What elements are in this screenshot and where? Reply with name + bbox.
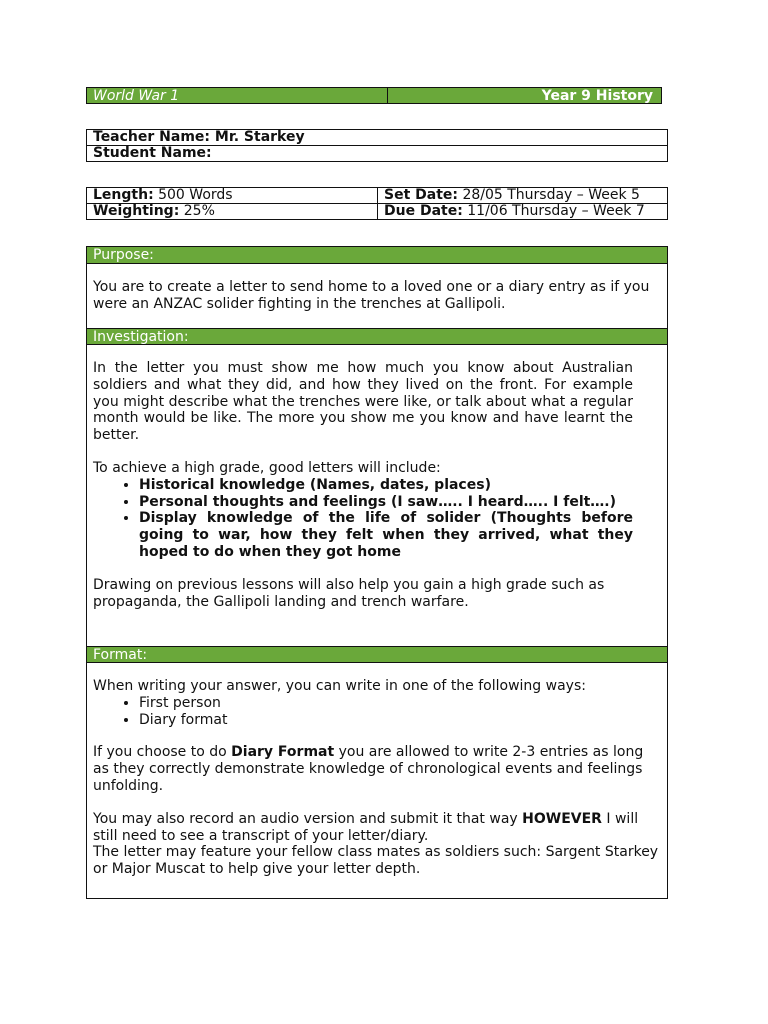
diary-format-text: [93, 744, 661, 794]
classmates-text: The letter may feature your fellow class mates as soldiers such: Sargent Starkey or Major Muscat to help give your letter depth.: [93, 844, 659, 878]
due-date-label: Due Date:: [384, 203, 463, 219]
however-emphasis: HOWEVER: [522, 810, 602, 827]
diary-text-start: If you choose to do: [93, 744, 232, 761]
audio-text-end: I will still need to see a transcript of your letter/diary.: [93, 810, 639, 844]
length-cell: [87, 188, 378, 204]
list-item: • Historical knowledge (Names, dates, places): [139, 477, 633, 494]
set-date-cell: [378, 188, 668, 204]
audio-text-start: You may also record an audio version and submit it that way: [93, 810, 523, 827]
grade-list: [93, 477, 633, 561]
length-label: Length:: [93, 187, 154, 203]
due-date-value: 11/06 Thursday – Week 7: [462, 203, 645, 219]
purpose-heading: Purpose:: [87, 247, 667, 264]
investigation-heading: Investigation:: [87, 328, 667, 345]
list-item: • Personal thoughts and feelings (I saw….. I heard….. I felt….): [139, 494, 633, 511]
teacher-table: [86, 129, 668, 162]
set-date-label: Set Date:: [384, 187, 458, 203]
purpose-text: You are to create a letter to send home to a loved one or a diary entry as if you were an ANZAC solider fighting in the trenches at Gallipoli.: [93, 279, 650, 312]
topic-label: World War 1: [87, 88, 388, 103]
investigation-para: In the letter you must show me how much you know about Australian soldiers and what they did, and how they lived on the front. For example you might describe what the trenches were like, or talk about what a regular month would be like. The more you show me you know and have learnt the better.: [93, 360, 633, 444]
purpose-section: [87, 264, 667, 328]
student-name: Student Name:: [87, 146, 668, 162]
details-table: [86, 187, 668, 220]
set-date-value: 28/05 Thursday – Week 5: [458, 187, 640, 203]
list-item: • First person: [139, 695, 661, 712]
format-heading: Format:: [87, 646, 667, 663]
diary-format-emphasis: Diary Format: [231, 744, 335, 761]
format-list: [93, 695, 661, 729]
format-section: [87, 663, 667, 878]
audio-version-text: [93, 811, 661, 845]
format-intro: When writing your answer, you can write in one of the following ways:: [93, 678, 586, 694]
list-item: • Display knowledge of the life of solider (Thoughts before going to war, how they felt when they arrived, what they hoped to do when they got home: [139, 510, 633, 560]
header-bar: [86, 87, 662, 104]
weighting-value: 25%: [179, 203, 215, 219]
task-box: [86, 246, 668, 899]
investigation-section: [87, 345, 667, 646]
due-date-cell: [378, 204, 668, 220]
previous-lessons-text: Drawing on previous lessons will also help you gain a high grade such as propaganda, the Gallipoli landing and trench warfare.: [93, 576, 605, 610]
teacher-name: Teacher Name: Mr. Starkey: [87, 130, 668, 146]
grade-intro: To achieve a high grade, good letters will include:: [93, 459, 441, 476]
weighting-cell: [87, 204, 378, 220]
diary-text-end: you are allowed to write 2-3 entries as long as they correctly demonstrate knowledge of chronological events and feelings unfolding.: [93, 744, 644, 794]
list-item: • Diary format: [139, 712, 661, 729]
weighting-label: Weighting:: [93, 203, 180, 219]
subject-label: Year 9 History: [388, 88, 661, 103]
length-value: 500 Words: [153, 187, 233, 203]
